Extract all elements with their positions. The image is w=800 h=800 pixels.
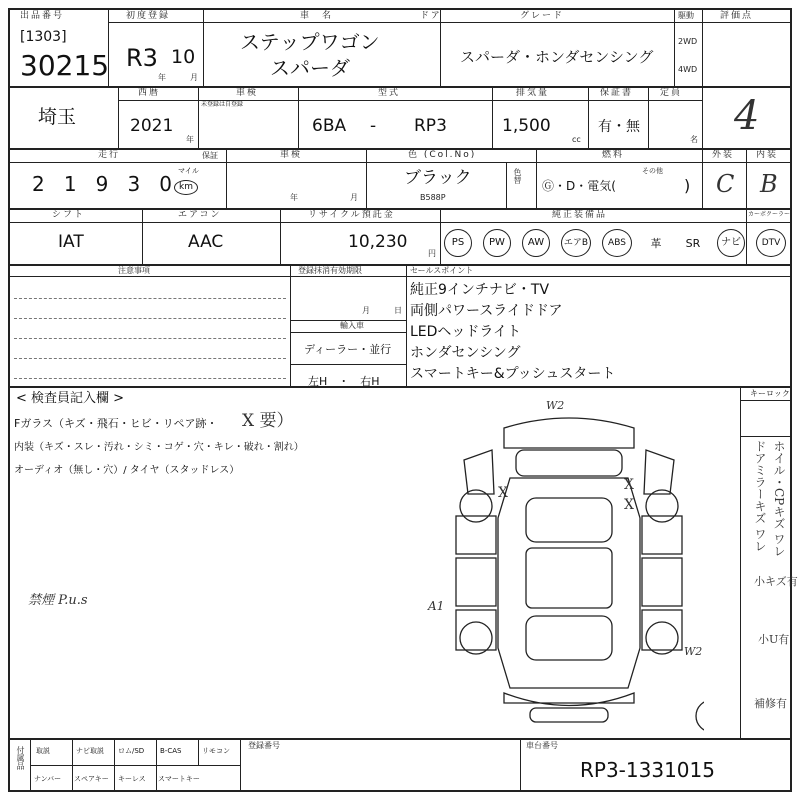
import-value: ディーラー・並行 xyxy=(304,343,392,356)
sales-point: LEDヘッドライト xyxy=(410,324,522,340)
equip-pw: PW xyxy=(483,229,511,257)
interior-value: B xyxy=(760,170,778,198)
keylock-label: キーロック xyxy=(750,389,790,398)
acc-item: ロム/SD xyxy=(118,747,145,755)
usage-label: 車検 xyxy=(280,150,303,160)
capacity-unit: 名 xyxy=(690,135,698,144)
chassis-value: RP3-1331015 xyxy=(580,758,715,782)
shift-value: IAT xyxy=(58,232,84,252)
model-prefix: 6BA xyxy=(312,116,347,136)
mileage-digit: 1 xyxy=(63,172,77,196)
lot-number: 30215 xyxy=(20,49,110,82)
mileage-digit: 3 xyxy=(127,172,141,196)
sales-point: 純正9インチナビ・TV xyxy=(410,282,550,298)
equip-leather: 革 xyxy=(650,237,662,250)
equip-dtv: DTV xyxy=(756,229,786,257)
fuel-options: Ⓖ・D・電気( xyxy=(542,179,616,193)
exterior-label: 外装 xyxy=(712,150,735,160)
acc-item: キーレス xyxy=(118,775,146,783)
acc-item: 取説 xyxy=(36,747,50,755)
sales-points xyxy=(410,280,615,385)
capacity-label: 定員 xyxy=(660,88,683,98)
year-unit: 年 xyxy=(186,135,194,144)
exterior-value: C xyxy=(716,170,735,198)
first-reg-month: 10 xyxy=(171,46,196,68)
chassis-label: 車台番号 xyxy=(526,741,558,750)
recycle-unit: 円 xyxy=(428,249,436,258)
inspection-label: 車検 xyxy=(236,88,259,98)
inspector-line2: 内装（キズ・スレ・汚れ・シミ・コゲ・穴・キレ・破れ・割れ） xyxy=(14,442,304,453)
warranty-value: 有・無 xyxy=(598,119,640,135)
equip-items xyxy=(444,229,786,257)
grade-label: グレード xyxy=(520,11,565,21)
first-reg-month-unit: 月 xyxy=(190,73,198,82)
sales-point: ホンダセンシング xyxy=(410,345,521,361)
model-code: RP3 xyxy=(414,116,447,136)
acc-item: スマートキー xyxy=(158,775,200,783)
shift-label: シフト xyxy=(52,210,86,220)
interior-label: 内装 xyxy=(756,150,779,160)
sales-point: 両側パワースライドドア xyxy=(410,303,563,319)
recycle-label: リサイクル預託金 xyxy=(308,210,395,220)
expiry-month: 月 xyxy=(362,306,370,315)
acc-item: ナビ取説 xyxy=(76,747,104,755)
equip-label: 純正装備品 xyxy=(552,210,608,220)
inspection-note: 未登録は自登録 xyxy=(201,101,244,108)
mileage-sub: 保証 xyxy=(202,151,218,160)
equip-airbag: エアB xyxy=(561,229,591,257)
fuel-label: 燃料 xyxy=(602,150,625,160)
recycle-value: 10,230 xyxy=(348,232,408,252)
equip-abs: ABS xyxy=(602,229,632,257)
mileage-unit-km: km xyxy=(174,180,198,195)
door-label: ドア xyxy=(420,11,442,21)
drive-4wd: 4WD xyxy=(678,65,698,74)
mileage-digits xyxy=(32,172,172,196)
sales-point: スマートキー&プッシュスタート xyxy=(410,366,616,382)
inspector-line1: Fガラス（キズ・飛石・ヒビ・リペア跡・ xyxy=(14,417,218,430)
mileage-digit: 9 xyxy=(95,172,109,196)
handle-value: 左H ・ 右H xyxy=(308,375,380,388)
mileage-digit: 0 xyxy=(159,172,172,196)
right-note: ドアミラーキズ ワレ xyxy=(753,440,767,552)
displacement-label: 排気量 xyxy=(516,88,550,98)
color-change-label: 色替 xyxy=(513,168,522,184)
acc-item: スペアキー xyxy=(74,775,109,783)
diagram-x-mark: X xyxy=(498,485,508,501)
equip-navi: ナビ xyxy=(717,229,745,257)
aircon-value: AAC xyxy=(188,232,224,252)
inspector-line3: オーディオ（無し・穴）/ タイヤ（スタッドレス） xyxy=(14,465,240,476)
inspector-line1-mark: X 要） xyxy=(242,411,294,431)
mileage-unit-top: マイル xyxy=(178,167,199,175)
displacement-value: 1,500 xyxy=(502,116,551,136)
import-label: 輸入車 xyxy=(340,321,364,330)
displacement-unit: cc xyxy=(572,135,581,144)
color-value: ブラック xyxy=(404,168,472,188)
car-name-label: 車 名 xyxy=(300,11,334,21)
usage-month: 月 xyxy=(350,193,358,202)
score-label: 評価点 xyxy=(720,11,754,21)
acc-item: ナンバー xyxy=(34,775,62,783)
sales-label: セールスポイント xyxy=(410,266,474,275)
right-note: 補修有 xyxy=(754,697,787,710)
expiry-day: 日 xyxy=(394,306,402,315)
first-reg-label: 初度登録 xyxy=(126,11,171,21)
registration-label: 登録番号 xyxy=(248,741,280,750)
equip-aw: AW xyxy=(522,229,550,257)
caution-label: 注意事項 xyxy=(118,266,150,275)
diagram-mark-top: W2 xyxy=(546,399,565,412)
drive-label: 駆動 xyxy=(678,11,694,20)
right-note: 小U有 xyxy=(758,633,790,646)
lot-sub-number: [1303] xyxy=(20,29,67,45)
fuel-close: ) xyxy=(684,176,691,195)
year-value: 2021 xyxy=(130,116,174,136)
diagram-x-mark: X xyxy=(624,497,634,513)
car-damage-diagram xyxy=(434,398,704,738)
mileage-digit: 2 xyxy=(32,172,45,196)
model-dash: - xyxy=(370,116,377,136)
warranty-label: 保証書 xyxy=(600,88,634,98)
accessories-label: 付属品 xyxy=(16,746,25,770)
year-label: 西暦 xyxy=(138,88,161,98)
diagram-x-mark: X xyxy=(624,477,634,493)
first-reg-year-unit: 年 xyxy=(158,73,166,82)
score-value: 4 xyxy=(734,93,760,139)
car-name-line1: ステップワゴン xyxy=(240,30,380,54)
acc-item: B-CAS xyxy=(160,747,182,755)
usage-year: 年 xyxy=(290,193,298,202)
model-label: 型式 xyxy=(378,88,401,98)
lot-label: 出品番号 xyxy=(20,11,65,21)
cooler-label: カーボクーラー xyxy=(748,211,791,218)
handwritten-note: 禁煙 P.u.s xyxy=(28,593,88,608)
diagram-mark-left: A1 xyxy=(428,599,445,613)
aircon-label: エアコン xyxy=(178,210,222,220)
expiry-label: 登録抹消有効期限 xyxy=(298,266,362,275)
fuel-other: その他 xyxy=(642,167,663,175)
diagram-mark-right-bottom: W2 xyxy=(684,645,703,658)
drive-2wd: 2WD xyxy=(678,37,698,46)
car-name-line2: スパーダ xyxy=(270,56,350,80)
color-code: B588P xyxy=(420,193,446,202)
equip-sunroof: SR xyxy=(685,236,701,250)
color-label: 色 (Col.No) xyxy=(408,150,477,160)
mileage-label: 走行 xyxy=(98,150,121,160)
auction-sheet xyxy=(8,8,798,792)
region-value: 埼玉 xyxy=(38,106,77,128)
inspector-title: < 検査員記入欄 > xyxy=(16,391,125,406)
first-reg-era: R3 xyxy=(126,44,158,72)
equip-ps: PS xyxy=(444,229,472,257)
right-note: ホイル・CPキズ ワレ xyxy=(772,440,786,558)
grade-value: スパーダ・ホンダセンシング xyxy=(460,48,654,66)
acc-item: リモコン xyxy=(202,747,230,755)
right-note: 小キズ有 xyxy=(754,575,798,588)
